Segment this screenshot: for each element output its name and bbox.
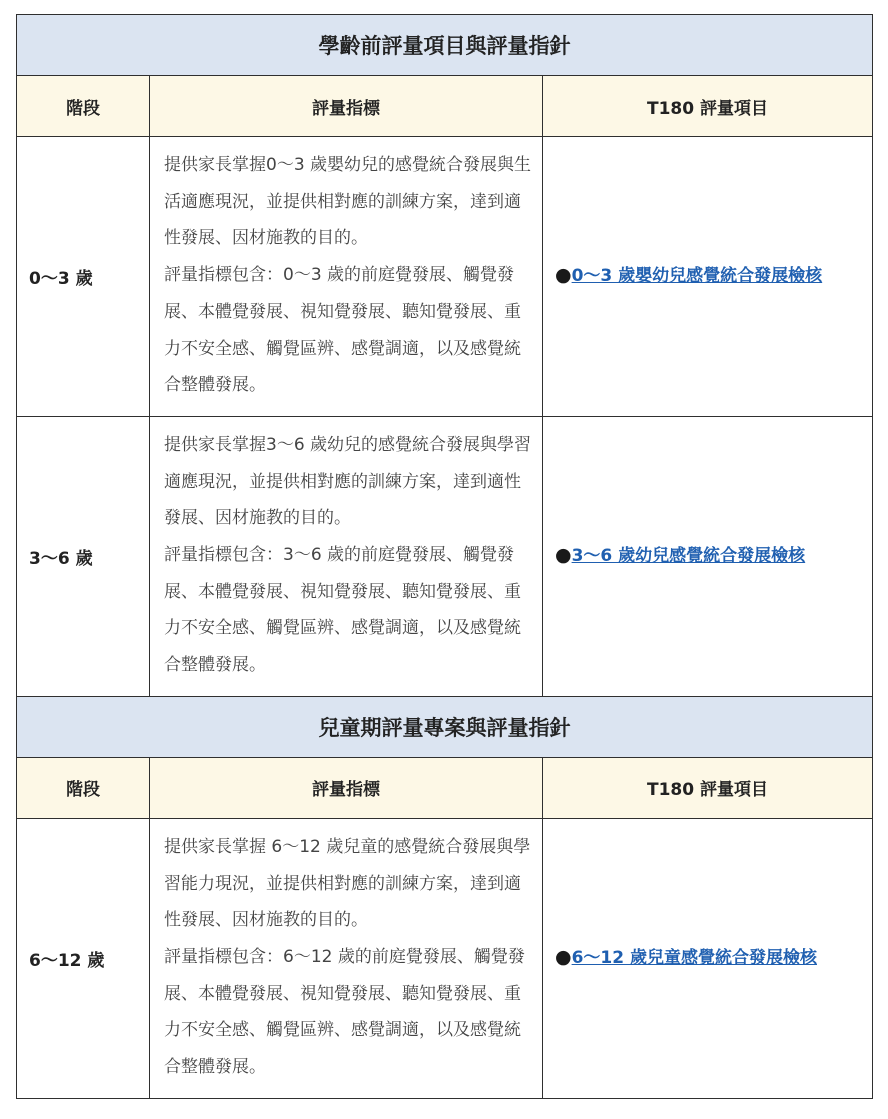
bullet-icon: ●	[555, 264, 572, 287]
bullet-icon: ●	[555, 946, 572, 969]
assessment-link-0-3[interactable]: 0～3 歲嬰幼兒感覺統合發展檢核	[571, 266, 823, 287]
header-stage: 階段	[17, 757, 150, 818]
indicator-purpose: 提供家長掌握0～3 歲嬰幼兒的感覺統合發展與生活適應現況，並提供相對應的訓練方案，達到適性發展、因材施教的目的。	[164, 155, 532, 249]
header-item: T180 評量項目	[543, 757, 873, 818]
stage-cell: 6～12 歲	[17, 818, 150, 1098]
childhood-section-title: 兒童期評量專案與評量指針	[17, 696, 873, 757]
table-row	[17, 818, 873, 1098]
stage-cell: 0～3 歲	[17, 137, 150, 417]
assessment-item-cell	[543, 137, 873, 417]
preschool-section-title: 學齡前評量項目與評量指針	[17, 15, 873, 76]
indicator-cell	[150, 818, 543, 1098]
assessment-table	[16, 14, 873, 1099]
childhood-section-title-row	[17, 696, 873, 757]
indicator-cell	[150, 416, 543, 696]
indicator-cell	[150, 137, 543, 417]
stage-cell: 3～6 歲	[17, 416, 150, 696]
indicator-list: 評量指標包含：6～12 歲的前庭覺發展、觸覺發展、本體覺發展、視知覺發展、聽知覺發展、重力不安全感、觸覺區辨、感覺調適，以及感覺統合整體發展。	[164, 947, 525, 1078]
indicator-purpose: 提供家長掌握3～6 歲幼兒的感覺統合發展與學習適應現況，並提供相對應的訓練方案，達到適性發展、因材施教的目的。	[164, 434, 532, 529]
preschool-section-title-row	[17, 15, 873, 76]
childhood-header-row	[17, 757, 873, 818]
header-indicator: 評量指標	[150, 757, 543, 818]
assessment-link-6-12[interactable]: 6～12 歲兒童感覺統合發展檢核	[571, 948, 817, 969]
indicator-list: 評量指標包含：0～3 歲的前庭覺發展、觸覺發展、本體覺發展、視知覺發展、聽知覺發展、重力不安全感、觸覺區辨、感覺調適，以及感覺統合整體發展。	[164, 265, 521, 396]
indicator-purpose: 提供家長掌握 6～12 歲兒童的感覺統合發展與學習能力現況，並提供相對應的訓練方案，達到適性發展、因材施教的目的。	[164, 836, 531, 931]
assessment-item-cell	[543, 416, 873, 696]
table-row	[17, 416, 873, 696]
header-item: T180 評量項目	[543, 76, 873, 137]
header-stage: 階段	[17, 76, 150, 137]
assessment-item-cell	[543, 818, 873, 1098]
indicator-list: 評量指標包含：3～6 歲的前庭覺發展、觸覺發展、本體覺發展、視知覺發展、聽知覺發展、重力不安全感、觸覺區辨、感覺調適，以及感覺統合整體發展。	[164, 545, 521, 676]
table-row	[17, 137, 873, 417]
assessment-document	[16, 14, 872, 1099]
bullet-icon: ●	[555, 544, 572, 567]
header-indicator: 評量指標	[150, 76, 543, 137]
assessment-link-3-6[interactable]: 3～6 歲幼兒感覺統合發展檢核	[571, 546, 806, 567]
preschool-header-row	[17, 76, 873, 137]
